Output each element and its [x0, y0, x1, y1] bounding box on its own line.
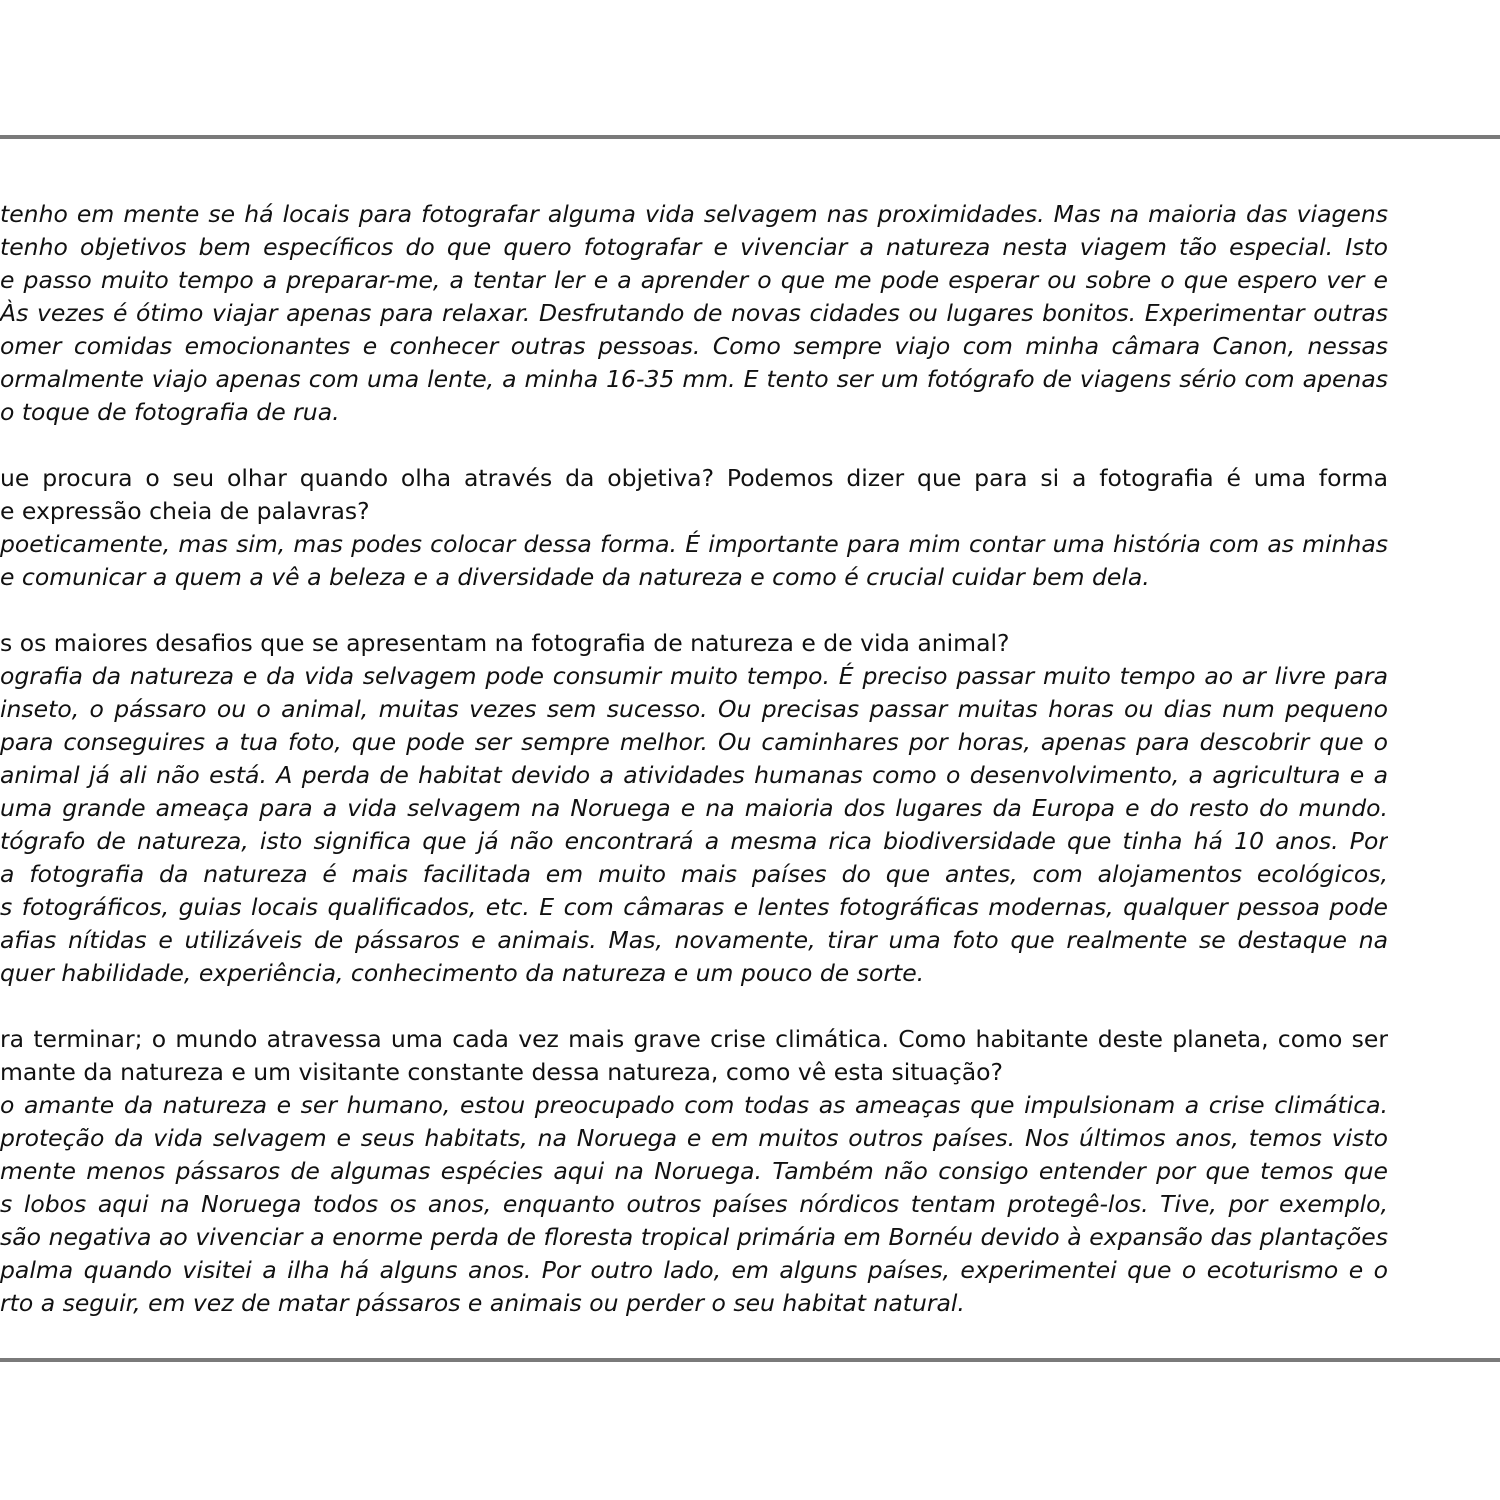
text-line: são negativa ao vivenciar a enorme perda de floresta tropical primária em Bornéu devido à expansão das plantações: [0, 1223, 1388, 1251]
text-line: uma grande ameaça para a vida selvagem na Noruega e na maioria dos lugares da Europa e do resto do mundo.: [0, 794, 1388, 822]
question-paragraph: [0, 462, 1388, 528]
text-line: tenho em mente se há locais para fotografar alguma vida selvagem nas proximidades. Mas na maioria das viagens: [0, 200, 1388, 228]
text-line: ue procura o seu olhar quando olha através da objetiva? Podemos dizer que para si a fotografia é uma forma: [0, 464, 1388, 492]
text-line: omer comidas emocionantes e conhecer outras pessoas. Como sempre viajo com minha câmara Canon, nessas: [0, 332, 1388, 360]
text-line: s os maiores desafios que se apresentam na fotografia de natureza e de vida animal?: [0, 629, 1010, 657]
bottom-divider: [0, 1358, 1500, 1362]
text-line: s fotográficos, guias locais qualificados, etc. E com câmaras e lentes fotográficas modernas, qualquer pessoa pode: [0, 893, 1388, 921]
text-line: tenho objetivos bem específicos do que quero fotografar e vivenciar a natureza nesta viagem tão especial. Isto: [0, 233, 1388, 261]
text-line: para conseguires a tua foto, que pode ser sempre melhor. Ou caminhares por horas, apenas para descobrir que o: [0, 728, 1388, 756]
text-line: tógrafo de natureza, isto significa que já não encontrará a mesma rica biodiversidade que tinha há 10 anos. Por: [0, 827, 1388, 855]
text-line: o toque de fotografia de rua.: [0, 398, 340, 426]
text-line: Às vezes é ótimo viajar apenas para relaxar. Desfrutando de novas cidades ou lugares bonitos. Experimentar outras: [0, 299, 1388, 327]
interview-text: [0, 198, 1388, 1320]
answer-paragraph: [0, 1089, 1388, 1320]
text-line: e comunicar a quem a vê a beleza e a diversidade da natureza e como é crucial cuidar bem dela.: [0, 563, 1150, 591]
text-line: ormalmente viajo apenas com uma lente, a minha 16-35 mm. E tento ser um fotógrafo de viagens sério com apenas: [0, 365, 1388, 393]
text-line: afias nítidas e utilizáveis de pássaros e animais. Mas, novamente, tirar uma foto que realmente se destaque na: [0, 926, 1388, 954]
text-line: o amante da natureza e ser humano, estou preocupado com todas as ameaças que impulsionam a crise climática.: [0, 1091, 1388, 1119]
text-line: animal já ali não está. A perda de habitat devido a atividades humanas como o desenvolvimento, a agricultura e a: [0, 761, 1388, 789]
text-line: rto a seguir, em vez de matar pássaros e animais ou perder o seu habitat natural.: [0, 1289, 965, 1317]
text-line: e passo muito tempo a preparar-me, a tentar ler e a aprender o que me pode esperar ou sobre o que espero ver e: [0, 266, 1388, 294]
answer-paragraph: [0, 528, 1388, 594]
text-line: poeticamente, mas sim, mas podes colocar dessa forma. É importante para mim contar uma história com as minhas: [0, 530, 1388, 558]
text-line: e expressão cheia de palavras?: [0, 497, 370, 525]
text-line: s lobos aqui na Noruega todos os anos, enquanto outros países nórdicos tentam protegê-los. Tive, por exemplo,: [0, 1190, 1388, 1218]
text-line: proteção da vida selvagem e seus habitats, na Noruega e em muitos outros países. Nos últimos anos, temos visto: [0, 1124, 1388, 1152]
question-paragraph: [0, 1023, 1388, 1089]
text-line: palma quando visitei a ilha há alguns anos. Por outro lado, em alguns países, experimentei que o ecoturismo e o: [0, 1256, 1388, 1284]
answer-paragraph: [0, 198, 1388, 429]
text-line: ografia da natureza e da vida selvagem pode consumir muito tempo. É preciso passar muito tempo ao ar livre para: [0, 662, 1388, 690]
text-line: a fotografia da natureza é mais facilitada em muito mais países do que antes, com alojamentos ecológicos,: [0, 860, 1388, 888]
answer-paragraph: [0, 660, 1388, 990]
text-line: inseto, o pássaro ou o animal, muitas vezes sem sucesso. Ou precisas passar muitas horas ou dias num pequeno: [0, 695, 1388, 723]
text-line: ra terminar; o mundo atravessa uma cada vez mais grave crise climática. Como habitante deste planeta, como ser: [0, 1025, 1388, 1053]
question-paragraph: [0, 627, 1388, 660]
text-line: quer habilidade, experiência, conhecimento da natureza e um pouco de sorte.: [0, 959, 925, 987]
text-line: mente menos pássaros de algumas espécies aqui na Noruega. Também não consigo entender por que temos que: [0, 1157, 1388, 1185]
top-divider: [0, 135, 1500, 139]
text-line: mante da natureza e um visitante constante dessa natureza, como vê esta situação?: [0, 1058, 1003, 1086]
